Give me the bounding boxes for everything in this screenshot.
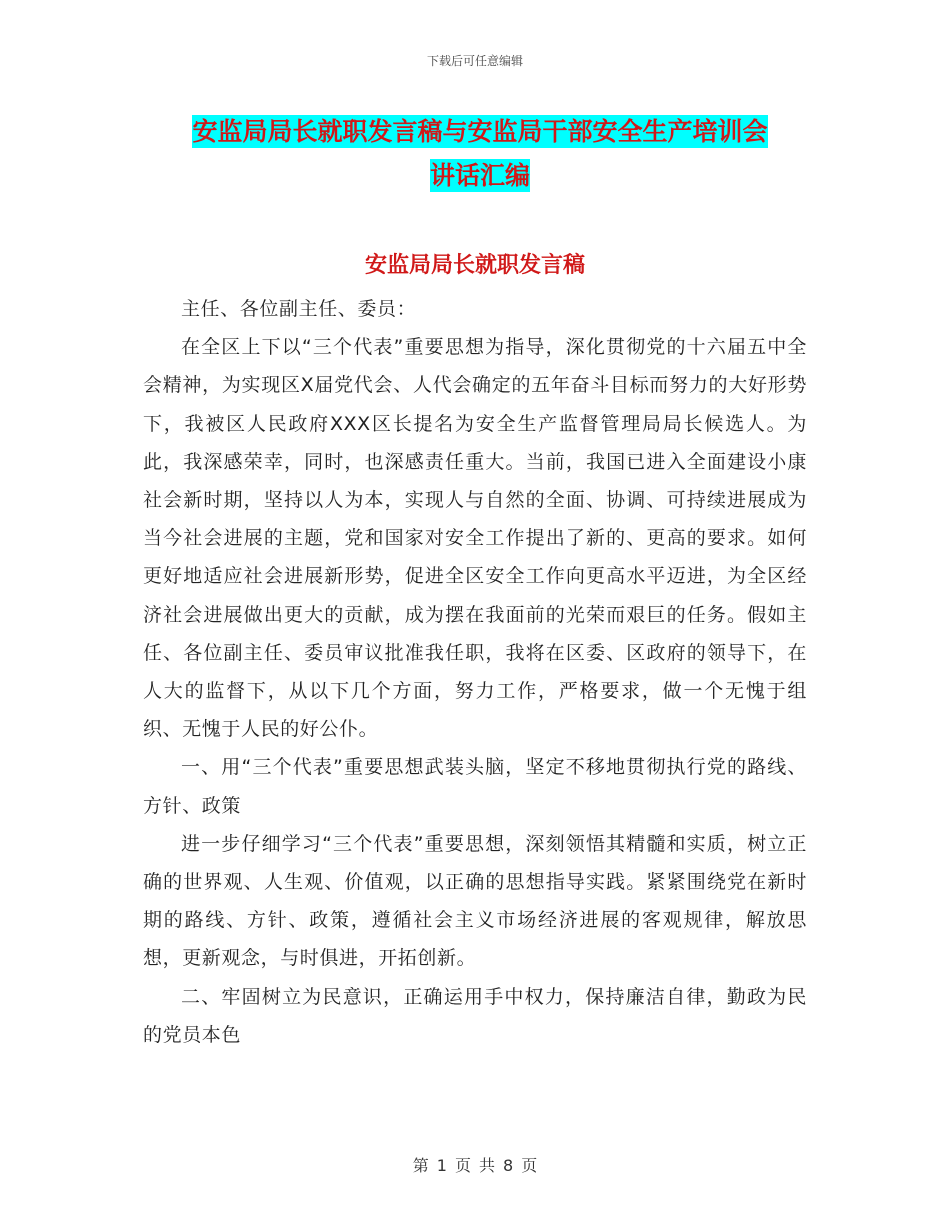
paragraph-salutation: 主任、各位副主任、委员： (181, 298, 417, 320)
title-line-1: 安监局局长就职发言稿与安监局干部安全生产培训会 (192, 117, 768, 146)
paragraph-heading-1: 一、用“三个代表”重要思想武装头脑，坚定不移地贯彻执行党的路线、方针、政策 (143, 756, 807, 817)
section-title: 安监局局长就职发言稿 (364, 253, 585, 278)
page-footer (0, 1153, 950, 1176)
footer-page-number: 1 (436, 1156, 447, 1175)
footer-prefix: 第 (412, 1156, 429, 1175)
footer-mid: 页 (454, 1156, 471, 1175)
paragraph-intro: 在全区上下以“三个代表”重要思想为指导，深化贯彻党的十六届五中全会精神，为实现区X届党代会、人代会确定的五年奋斗目标而努力的大好形势下，我被区人民政府XXX区长提名为安全生产监督管理局局长候选人。为此，我深感荣幸，同时，也深感责任重大。当前，我国已进入全面建设小康社会新时期，坚持以人为本，实现人与自然的全面、协调、可持续进展成为当今社会进展的主题，党和国家对安全工作提出了新的、更高的要求。如何更好地适应社会进展新形势，促进全区安全工作向更高水平迈进，为全区经济社会进展做出更大的贡献，成为摆在我面前的光荣而艰巨的任务。假如主任、各位副主任、委员审议批准我任职，我将在区委、区政府的领导下，在人大的监督下，从以下几个方面，努力工作，严格要求，做一个无愧于组织、无愧于人民的好公仆。 (143, 336, 807, 741)
footer-suffix: 页 (521, 1156, 538, 1175)
document-body (143, 290, 807, 1054)
document-title (140, 110, 820, 198)
footer-total-pages: 8 (503, 1156, 514, 1175)
header-note: 下载后可任意编辑 (426, 54, 523, 68)
footer-of: 共 (479, 1156, 496, 1175)
paragraph-heading-2: 二、牢固树立为民意识，正确运用手中权力，保持廉洁自律，勤政为民的党员本色 (143, 985, 807, 1046)
paragraph-body-1: 进一步仔细学习“三个代表”重要思想，深刻领悟其精髓和实质，树立正确的世界观、人生观、价值观，以正确的思想指导实践。紧紧围绕党在新时期的路线、方针、政策，遵循社会主义市场经济进展的客观规律，解放思想，更新观念，与时俱进，开拓创新。 (143, 832, 807, 970)
title-line-2: 讲话汇编 (429, 161, 530, 190)
